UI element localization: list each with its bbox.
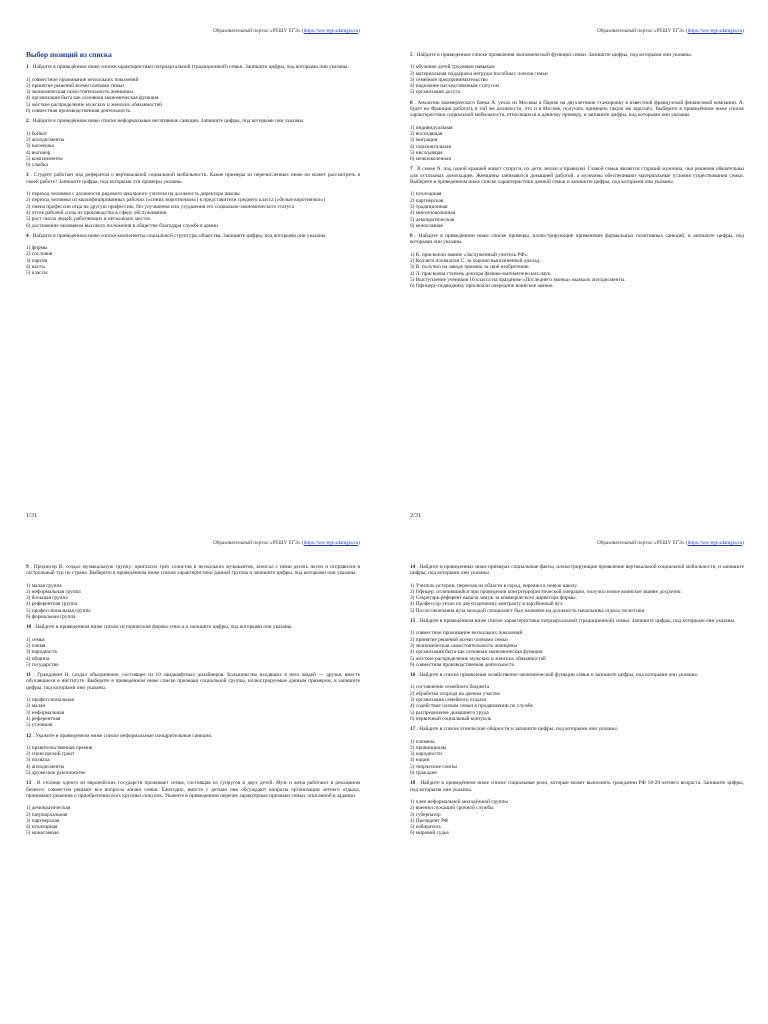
answer-option: 4) Президент РФ bbox=[410, 817, 449, 824]
answer-option: 4) Л. присвоена степень доктора физико-математических наук. bbox=[410, 270, 552, 277]
question-body: Найдите в приведённом ниже списке характеристики патриархальной (традиционной) семьи. Запишите цифры, под которыми они указаны. bbox=[32, 64, 349, 71]
question-body: Найдите в приведенном списке проявления экономической функции семьи. Запишите цифры, под которыми они указаны. bbox=[416, 52, 693, 58]
answer-option: 4) нации bbox=[410, 757, 430, 764]
question-10 bbox=[26, 624, 360, 668]
question-number: 9 bbox=[26, 564, 29, 570]
question-body: Найдите в приведённом ниже списке социальные роли, которые может выполнять гражданин РФ 18-20-летнего возраста. Запишите цифры, под которыми они указаны. bbox=[410, 780, 744, 793]
answer-option: 5) избиратель bbox=[410, 824, 441, 831]
answer-option: 3) неформальная bbox=[26, 709, 65, 716]
question-11 bbox=[26, 672, 360, 728]
answer-option: 2) переход человека из квалифицированных рабочих («синих воротничков») в представители среднего класса («белые воротнички») bbox=[26, 197, 325, 204]
question-14 bbox=[410, 564, 744, 614]
answer-option: 2) принятие решений всеми членами семьи bbox=[26, 82, 124, 89]
question-1 bbox=[26, 64, 360, 114]
header-text: Образовательный портал «РЕШУ ЕГЭ» ( bbox=[596, 28, 688, 34]
header-suffix: ) bbox=[742, 28, 744, 34]
answer-option: 1) К. присвоили звание «Заслуженный учитель РФ». bbox=[410, 251, 529, 258]
question-body: Найдите в приведенном ниже списке исторические формы этноса и запишите цифры, под которыми они указаны. bbox=[35, 624, 293, 631]
answer-option: 5) демократическая bbox=[410, 216, 455, 223]
question-number: 12 bbox=[26, 732, 32, 739]
question-text: 17 . Найдите в списке этнические общности и запишите цифры, под которыми они указаны. bbox=[410, 726, 619, 733]
question-body: Гражданин Н. создал объединение, состоящее из 10 ландшафтных дизайнеров. Большинство входящих в него людей — друзья, вместе обучавшиеся в институте. Выберите в приведённом ниже списке признаки социальной группы, иллюстрируемые данным примером, и запишите цифры, под которыми они указаны. bbox=[26, 672, 360, 691]
question-text: 10 . Найдите в приведенном ниже списке исторические формы этноса и запишите цифры, под которыми они указаны. bbox=[26, 624, 293, 631]
answer-options bbox=[26, 131, 360, 169]
question-number: 5 bbox=[410, 52, 413, 58]
answer-option: 3) партнерская bbox=[26, 817, 60, 824]
document-page-4 bbox=[384, 512, 768, 1024]
answer-option: 1) переход человека с должности рядового школьного учителя на должность директора школы bbox=[26, 191, 240, 198]
question-body: Укажите в приведенном ниже списке неформальные поощрительные санкции. bbox=[35, 732, 213, 739]
question-number: 18 bbox=[410, 780, 416, 787]
answer-option: 1) Учитель истории, переехав из области в город, перешел в новую школу. bbox=[410, 582, 578, 589]
question-text: 8 . Найдите в приведённом ниже списке примеры, иллюстрирующие применение формальных позитивных санкций, и запишите цифры, под которыми они указаны. bbox=[410, 233, 744, 246]
answer-options bbox=[410, 630, 744, 668]
answer-options bbox=[410, 191, 744, 229]
question-text: 11 . Гражданин Н. создал объединение, состоящее из 10 ландшафтных дизайнеров. Большинство входящих в него людей — друзья, вместе обучавшиеся в институте. Выберите в приведённом ниже списке признаки социальной группы, иллюстрируемые данным примером, и запишите цифры, под которыми они указаны. bbox=[26, 672, 360, 691]
answer-option: 4) организация быта как основная экономическая функция bbox=[26, 95, 159, 102]
answer-option: 1) составление семейного бюджета bbox=[410, 684, 490, 691]
answer-option: 3) народности bbox=[410, 751, 442, 758]
answer-option: 5) условная bbox=[26, 722, 53, 729]
answer-option: 3) смена профессии отца на другую профессию, без улучшения или ухудшения его социально-экономического статуса bbox=[26, 203, 295, 210]
answer-option: 6) формальная группа bbox=[26, 614, 76, 621]
answer-option: 3) народность bbox=[26, 649, 58, 656]
answer-option: 1) правительственная премия bbox=[26, 744, 93, 751]
question-number: 14 bbox=[410, 564, 416, 570]
answer-option: 4) община bbox=[26, 655, 50, 662]
answer-option: 2) неформальная группа bbox=[26, 588, 81, 595]
question-15 bbox=[410, 618, 744, 668]
answer-option: 3) похвала bbox=[26, 757, 50, 764]
answer-option: 5) государство bbox=[26, 661, 59, 668]
answer-option: 2) племя bbox=[26, 642, 46, 649]
answer-option: 2) военнослужащий срочной службы bbox=[410, 805, 494, 812]
question-number: 3 bbox=[26, 172, 29, 179]
answer-option: 1) индивидуальная bbox=[410, 124, 453, 131]
question-number: 11 bbox=[26, 672, 32, 679]
answer-option: 3) традиционная bbox=[410, 203, 448, 210]
answer-option: 4) содействие членам семьи в продвижении по службе bbox=[410, 703, 533, 710]
answer-option: 4) многопоколенная bbox=[410, 210, 456, 217]
page-body bbox=[410, 564, 744, 841]
answer-option: 2) Коллеги похвалили С. за хорошо выполненный доклад. bbox=[410, 258, 541, 265]
answer-option: 4) референтная bbox=[26, 715, 61, 722]
answer-option: 3) В. получил на заводе премию за своё изобретение. bbox=[410, 264, 530, 271]
answer-option: 1) совместное проживание нескольких поколений bbox=[26, 76, 139, 83]
question-8 bbox=[410, 233, 744, 289]
portal-link[interactable]: https://soc-ege.sdamgia.ru bbox=[687, 540, 743, 546]
question-body: В столице одного из европейских государств проживает семья, состоящая из супругов и двух детей. Муж и жена работают в рекламном бизнесе, совместно решают все вопросы жизни семьи. Ежегодно, вместе с детьми они обсуждают вопросы организации летнего отдыха, принимают решения о приобретении всех крупных покупок. Укажите в приведенном перечне характерные признаки семьи, описанной в задании. bbox=[26, 780, 360, 799]
answer-option: 5) классы bbox=[26, 270, 48, 277]
header-text: Образовательный портал «РЕШУ ЕГЭ» ( bbox=[212, 28, 304, 34]
answer-option: 3) большая группа bbox=[26, 595, 68, 602]
question-text: 9 . Продюсер В. создал музыкальную группу: пригласил трёх солистов и нескольких музыкантов, записал с ними десять песен и отправился в гастрольный тур по стране. Выберите в приведённом ниже списке характеристики данной группы и запишите цифры, под которыми они указаны. bbox=[26, 564, 360, 577]
answer-option: 6) Офицеру-подводнику присвоили очередное воинское звание. bbox=[410, 283, 554, 290]
answer-option: 6) межпоколенная bbox=[410, 156, 451, 163]
question-number: 7 bbox=[410, 166, 413, 173]
page-number: 1/31 bbox=[26, 512, 38, 519]
answer-option: 4) организация быта как основная экономическая функция bbox=[410, 649, 543, 656]
answer-options bbox=[26, 697, 360, 728]
answer-option: 6) мировой судья bbox=[410, 830, 449, 837]
answer-option: 5) комплименты bbox=[26, 155, 63, 162]
answer-option: 4) референтная группа bbox=[26, 601, 78, 608]
answer-option: 5) рост числа людей, работающих в нескольких местах bbox=[26, 216, 151, 223]
answer-options bbox=[410, 125, 744, 163]
question-body: Найдите в списке этнические общности и запишите цифры, под которыми они указаны. bbox=[419, 726, 619, 733]
answer-option: 3) губернатор bbox=[410, 811, 441, 818]
header-text: Образовательный портал «РЕШУ ЕГЭ» ( bbox=[212, 540, 304, 546]
answer-option: 3) семейное предпринимательство bbox=[410, 76, 488, 83]
question-text: 15 . Найдите в приведённом ниже списке характеристики патриархальной (традиционной) семьи. Запишите цифры, под которыми они указаны. bbox=[410, 618, 736, 625]
answer-option: 4) аплодисменты bbox=[26, 763, 65, 770]
question-number: 4 bbox=[26, 232, 29, 239]
question-4 bbox=[26, 233, 360, 277]
answer-option: 1) малая группа bbox=[26, 582, 62, 589]
question-text: 16 . Найдите в списке проявления хозяйственно-экономической функции семьи и запишите цифры, под которыми они указаны. bbox=[410, 672, 698, 679]
answer-option: 5) После окончания вуза молодой специалист был назначен на должность начальника отдела логистики. bbox=[410, 607, 646, 614]
question-body: В семье N. под одной крышей живут супруги, их дети, внуки и правнуки. Главой семьи является старший мужчина, чьи решения обязательны для остальных домочадцев. Женщины занимаются домашней работой, а мужчины обеспечивают материальные условия существования семьи. Выберите в приведённом ниже списке характеристики данной семьи и запишите цифры, под которыми они указаны. bbox=[410, 166, 744, 186]
answer-option: 3) Секретарь-референт вышла замуж за коммерческого директора фирмы. bbox=[410, 595, 577, 602]
answer-option: 2) партнёрская bbox=[410, 197, 444, 204]
answer-option: 4) Профессор уехал по двухгодичному контракту в зарубежный вуз. bbox=[410, 601, 564, 608]
answer-option: 3) организация семейного отдыха bbox=[410, 697, 486, 704]
question-text: 3 . Студент работает над рефератом о вертикальной социальной мобильности. Какие примеры из перечисленных ниже он может рассмотреть в своей работе? Запишите цифры, под которыми эти примеры указаны. bbox=[26, 172, 360, 185]
question-text: 7 . В семье N. под одной крышей живут супруги, их дети, внуки и правнуки. Главой семьи является старший мужчина, чьи решения обязательны для остальных домочадцев. Женщины занимаются домашней работой, а мужчины обеспечивают материальные условия существования семьи. Выберите в приведённом ниже списке характеристики данной семьи и запишите цифры, под которыми они указаны. bbox=[410, 166, 744, 186]
answer-option: 6) улыбка bbox=[26, 162, 48, 169]
answer-option: 5) распределение домашнего труда bbox=[410, 709, 489, 716]
answer-option: 5) нисходящая bbox=[410, 149, 443, 156]
question-body: Найдите в приведенном ниже списке компоненты социальной структуры общества. Запишите цифры, под которыми они указаны. bbox=[32, 232, 327, 239]
answer-option: 5) жёсткое распределение мужских и женских обязанностей bbox=[26, 101, 162, 108]
question-text: 1 . Найдите в приведённом ниже списке характеристики патриархальной (традиционной) семьи. Запишите цифры, под которыми они указаны. bbox=[26, 64, 349, 71]
question-5 bbox=[410, 52, 744, 96]
answer-option: 5) дружеское рукопожатие bbox=[26, 770, 86, 777]
answer-option: 2) провинциалы bbox=[410, 744, 447, 751]
question-body: Аналитик коммерческого банка А. уехал из Москвы в Париж на двухлетнюю стажировку в известной французской финансовой компании. А. будет во Франции работать в той же должности, что и в Москве, получать примерно такую же зарплату. Выберите в приведённом ниже списке характеристики социальной мобильности, относящиеся к данному примеру, и запишите цифры, под которыми они указаны. bbox=[410, 99, 744, 119]
question-number: 1 bbox=[26, 64, 29, 71]
answer-option: 2) сословия bbox=[26, 251, 53, 258]
question-7 bbox=[410, 166, 744, 229]
question-text: 13 . В столице одного из европейских государств проживает семья, состоящая из супругов и двух детей. Муж и жена работают в рекламном бизнесе, совместно решают все вопросы жизни семьи. Ежегодно, вместе с детьми они обсуждают вопросы организации летнего отдыха, принимают решения о приобретении всех крупных покупок. Укажите в приведенном перечне характерные признаки семьи, описанной в задании. bbox=[26, 780, 360, 799]
document-page-3 bbox=[0, 512, 384, 1024]
answer-option: 1) нуклеарная bbox=[410, 191, 442, 198]
question-body: Найдите в приведённом ниже списке примеры, иллюстрирующие применение формальных позитивных санкций, и запишите цифры, под которыми они указаны. bbox=[410, 233, 744, 246]
answer-option: 1) обучение детей трудовым навыкам bbox=[410, 64, 495, 71]
question-body: Продюсер В. создал музыкальную группу: пригласил трёх солистов и нескольких музыкантов, записал с ними десять песен и отправился в гастрольный тур по стране. Выберите в приведённом ниже списке характеристики данной группы и запишите цифры, под которыми они указаны. bbox=[26, 564, 360, 577]
answer-options bbox=[26, 637, 360, 668]
answer-options bbox=[410, 684, 744, 722]
question-text: 5 . Найдите в приведенном списке проявления экономической функции семьи. Запишите цифры, под которыми они указаны. bbox=[410, 52, 693, 58]
answer-options bbox=[26, 191, 360, 229]
document-page-2 bbox=[384, 0, 768, 519]
answer-option: 6) моногамная bbox=[410, 222, 443, 229]
answer-option: 2) восходящая bbox=[410, 130, 443, 137]
answer-options bbox=[26, 805, 360, 836]
question-body: Студент работает над рефератом о вертикальной социальной мобильности. Какие примеры из перечисленных ниже он может рассмотреть в своей работе? Запишите цифры, под которыми эти примеры указаны. bbox=[26, 172, 360, 185]
answer-options bbox=[410, 252, 744, 290]
answer-option: 3) экономическая самостоятельность женщины bbox=[410, 642, 517, 649]
page-number: 2/31 bbox=[410, 512, 422, 519]
answer-option: 4) горизонтальная bbox=[410, 143, 451, 150]
answer-option: 2) обработка огорода на дачном участке bbox=[410, 690, 500, 697]
answer-option: 4) выговор bbox=[26, 149, 51, 156]
question-text: 4 . Найдите в приведенном ниже списке компоненты социальной структуры общества. Запишите цифры, под которыми они указаны. bbox=[26, 232, 327, 239]
answer-option: 4) наделение наследственным статусом bbox=[410, 83, 499, 90]
answer-option: 1) профессиональная bbox=[26, 697, 74, 704]
answer-options bbox=[26, 77, 360, 115]
header-suffix: ) bbox=[742, 540, 744, 546]
portal-link[interactable]: https://soc-ege.sdamgia.ru bbox=[687, 28, 743, 34]
question-text: 2 . Найдите в приведённом ниже списке неформальные негативные санкции. Запишите цифры, под которыми они указаны. bbox=[26, 118, 305, 125]
answer-option: 2) Офицер, отличившийся при проведении контртеррористической операции, получил новое воинское звание досрочно. bbox=[410, 588, 682, 595]
answer-option: 3) насмешка bbox=[26, 143, 54, 150]
answer-option: 2) патриархальная bbox=[26, 811, 68, 818]
answer-option: 5) Выступление учеников 10 класса на празднике «Последнего звонка» вызвало аплодисменты. bbox=[410, 276, 626, 283]
answer-option: 4) отток рабочей силы из производства в сферу обслуживания bbox=[26, 209, 167, 216]
answer-option: 2) принятие решений всеми членами семьи bbox=[410, 636, 508, 643]
answer-option: 1) демократическая bbox=[26, 805, 71, 812]
answer-option: 1) член неформальной молодёжной группы bbox=[410, 798, 508, 805]
question-number: 16 bbox=[410, 672, 416, 679]
answer-options bbox=[410, 583, 744, 614]
answer-option: 6) граждане bbox=[410, 770, 437, 777]
answer-option: 1) совместное проживание нескольких поколений bbox=[410, 630, 523, 637]
portal-link[interactable]: https://soc-ege.sdamgia.ru bbox=[303, 540, 359, 546]
answer-options bbox=[410, 739, 744, 777]
answer-option: 6) совместная производственная деятельность bbox=[410, 661, 515, 668]
question-text: 14 . Найдите в приведенных ниже примерах социальные факты, иллюстрирующие проявление вертикальной социальной мобильности, и запишите цифры, под которыми они указаны. bbox=[410, 564, 744, 577]
answer-option: 5) профессиональная группа bbox=[26, 607, 91, 614]
answer-option: 2) малая bbox=[26, 703, 45, 710]
answer-option: 4) нуклеарная bbox=[26, 824, 58, 831]
question-3 bbox=[26, 172, 360, 228]
answer-option: 1) фирмы bbox=[26, 245, 48, 252]
page-header bbox=[597, 28, 744, 34]
answer-option: 1) бойкот bbox=[26, 130, 48, 137]
answer-options bbox=[410, 799, 744, 837]
question-9 bbox=[26, 564, 360, 620]
question-body: Найдите в приведенных ниже примерах социальные факты, иллюстрирующие проявление вертикальной социальной мобильности, и запишите цифры, под которыми они указаны. bbox=[410, 564, 744, 577]
header-text: Образовательный портал «РЕШУ ЕГЭ» ( bbox=[596, 540, 688, 546]
question-18 bbox=[410, 780, 744, 836]
question-2 bbox=[26, 118, 360, 168]
page-body bbox=[26, 564, 360, 841]
header-suffix: ) bbox=[358, 28, 360, 34]
question-text: 6 . Аналитик коммерческого банка А. уехал из Москвы в Париж на двухлетнюю стажировку в известной французской финансовой компании. А. будет во Франции работать в той же должности, что и в Москве, получать примерно такую же зарплату. Выберите в приведённом ниже списке характеристики социальной мобильности, относящиеся к данному примеру, и запишите цифры, под которыми они указаны. bbox=[410, 99, 744, 119]
question-body: Найдите в списке проявления хозяйственно-экономической функции семьи и запишите цифры, под которыми они указаны. bbox=[419, 672, 698, 679]
page-body bbox=[26, 52, 360, 281]
section-title: Выбор позиций из списка bbox=[26, 50, 112, 59]
answer-option: 6) совместная производственная деятельность bbox=[26, 108, 131, 115]
answer-option: 6) первичный социальный контроль bbox=[410, 715, 492, 722]
question-17 bbox=[410, 726, 744, 776]
question-13 bbox=[26, 780, 360, 836]
answer-option: 1) семья bbox=[26, 636, 45, 643]
question-number: 17 bbox=[410, 726, 416, 733]
answer-option: 3) партии bbox=[26, 257, 48, 264]
answer-options bbox=[26, 745, 360, 776]
answer-option: 5) моногамная bbox=[26, 830, 59, 837]
page-body bbox=[410, 52, 744, 294]
question-6 bbox=[410, 100, 744, 163]
page-header bbox=[213, 540, 360, 546]
question-number: 15 bbox=[410, 618, 416, 625]
portal-link[interactable]: https://soc-ege.sdamgia.ru bbox=[303, 28, 359, 34]
question-number: 8 bbox=[410, 233, 413, 240]
question-body: Найдите в приведённом ниже списке характеристики патриархальной (традиционной) семьи. Запишите цифры, под которыми они указаны. bbox=[419, 618, 736, 625]
answer-option: 3) миграция bbox=[410, 137, 438, 144]
answer-option: 1) племена bbox=[410, 738, 435, 745]
page-header bbox=[597, 540, 744, 546]
answer-option: 2) материальная поддержка нетрудоспособных членов семьи bbox=[410, 70, 548, 77]
answer-options bbox=[410, 64, 744, 95]
question-number: 13 bbox=[26, 780, 32, 787]
question-text: 18 . Найдите в приведённом ниже списке социальные роли, которые может выполнять гражданин РФ 18-20-летнего возраста. Запишите цифры, под которыми они указаны. bbox=[410, 780, 744, 793]
answer-option: 5) творческие союзы bbox=[410, 763, 457, 770]
page-header bbox=[213, 28, 360, 34]
answer-options bbox=[26, 245, 360, 276]
answer-option: 2) спонсорский грант bbox=[26, 751, 75, 758]
answer-option: 5) жёсткое распределение мужских и женских обязанностей bbox=[410, 655, 546, 662]
answer-option: 4) касты bbox=[26, 264, 45, 271]
answer-option: 5) организация досуга bbox=[410, 89, 461, 96]
answer-options bbox=[26, 583, 360, 621]
answer-option: 3) экономическая самостоятельность женщины bbox=[26, 89, 133, 96]
question-body: Найдите в приведённом ниже списке неформальные негативные санкции. Запишите цифры, под которыми они указаны. bbox=[32, 118, 305, 125]
answer-option: 6) достижение человеком высокого положения в обществе благодаря службе в армии bbox=[26, 222, 218, 229]
question-number: 10 bbox=[26, 624, 32, 631]
question-12 bbox=[26, 733, 360, 777]
question-16 bbox=[410, 672, 744, 722]
header-suffix: ) bbox=[358, 540, 360, 546]
question-number: 2 bbox=[26, 118, 29, 125]
question-text: 12 . Укажите в приведенном ниже списке неформальные поощрительные санкции. bbox=[26, 732, 213, 739]
document-page-1 bbox=[0, 0, 384, 519]
question-number: 6 bbox=[410, 99, 413, 106]
answer-option: 2) аплодисменты bbox=[26, 136, 65, 143]
